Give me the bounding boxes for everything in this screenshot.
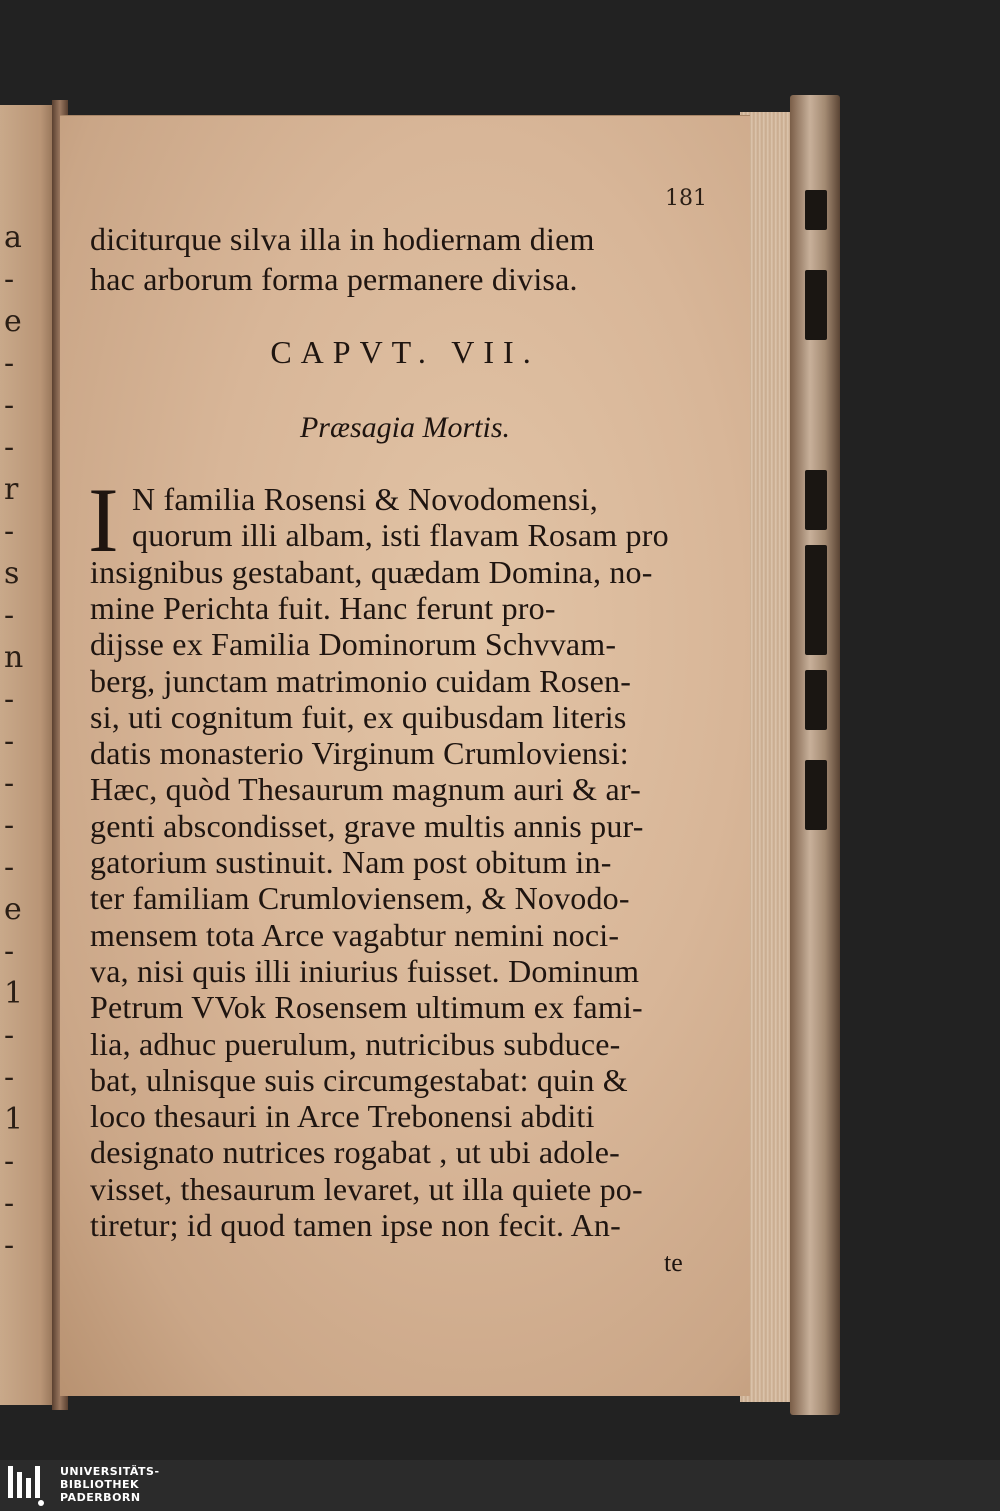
left-page-fragment: - <box>4 766 15 801</box>
book-page <box>60 115 750 1396</box>
left-page-fragment: - <box>4 346 15 381</box>
left-page-fragment: s <box>4 556 20 591</box>
text-line: tiretur; id quod tamen ipse non fecit. An- <box>90 1207 621 1243</box>
cover-mark <box>805 470 827 530</box>
text-line: bat, ulnisque suis circumgestabat: quin & <box>90 1061 628 1098</box>
text-line: N familia Rosensi & Novodomensi, <box>132 481 598 517</box>
text-line: Hæc, quòd Thesaurum magnum auri & ar- <box>90 771 641 808</box>
text-line: mine Perichta fuit. Hanc ferunt pro- <box>90 589 556 626</box>
left-page-fragment: - <box>4 514 15 549</box>
text-line: Petrum VVok Rosensem ultimum ex fami- <box>90 989 643 1026</box>
left-page-fragment: - <box>4 430 15 465</box>
left-page-fragment: - <box>4 850 15 885</box>
text-line: berg, junctam matrimonio cuidam Rosen- <box>90 662 632 699</box>
text-line: lia, adhuc puerulum, nutricibus subduce- <box>90 1025 621 1062</box>
text-line: si, uti cognitum fuit, ex quibusdam literis <box>90 698 627 735</box>
text-line: visset, thesaurum levaret, ut illa quiete po- <box>90 1170 643 1207</box>
chapter-heading: CAPVT. VII. <box>270 334 540 370</box>
library-footer <box>0 1460 1000 1511</box>
left-page-fragment: - <box>4 1060 15 1095</box>
library-logo-text <box>60 1465 160 1504</box>
logo-line: UNIVERSITÄTS- <box>60 1465 160 1478</box>
catchword: te <box>664 1248 683 1277</box>
text-line: dijsse ex Familia Dominorum Schvvam- <box>90 626 617 663</box>
library-logo-icon <box>8 1466 48 1506</box>
left-page-fragment: e <box>4 892 22 927</box>
left-page-fragment: - <box>4 682 15 717</box>
left-page-fragment: - <box>4 262 15 297</box>
left-page-fragment: a <box>4 220 22 255</box>
left-page-fragment: - <box>4 388 15 423</box>
text-line: quorum illi albam, isti flavam Rosam pro <box>132 517 669 554</box>
left-page-fragment: - <box>4 598 15 633</box>
cover-mark <box>805 270 827 340</box>
left-page-fragment: 1 <box>4 1102 24 1137</box>
text-line: diciturque silva illa in hodiernam diem <box>90 221 595 257</box>
logo-line: BIBLIOTHEK <box>60 1478 140 1491</box>
left-page-fragment: - <box>4 934 15 969</box>
drop-cap: I <box>88 469 119 571</box>
text-line: genti abscondisset, grave multis annis pur- <box>90 807 644 844</box>
left-page-fragment: - <box>4 1228 15 1263</box>
left-page-fragment: - <box>4 1018 15 1053</box>
logo-line: PADERBORN <box>60 1491 141 1504</box>
cover-mark <box>805 760 827 830</box>
left-page-fragment: 1 <box>4 976 24 1011</box>
left-page-fragment: r <box>4 472 19 507</box>
text-line: va, nisi quis illi iniurius fuisset. Dominum <box>90 952 640 989</box>
text-line: insignibus gestabant, quædam Domina, no- <box>90 553 653 590</box>
page-number: 181 <box>665 186 707 211</box>
text-line: gatorium sustinuit. Nam post obitum in- <box>90 844 612 880</box>
left-page-fragment: - <box>4 1144 15 1179</box>
left-page-fragment: n <box>4 640 24 675</box>
text-line: hac arborum forma permanere divisa. <box>90 261 578 297</box>
left-page-fragment: - <box>4 724 15 759</box>
chapter-subtitle: Præsagia Mortis. <box>299 411 511 444</box>
left-page-fragment: e <box>4 304 22 339</box>
text-line: mensem tota Arce vagabtur nemini noci- <box>90 916 620 953</box>
left-page-fragment: - <box>4 808 15 843</box>
text-line: datis monasterio Virginum Crumloviensi: <box>90 735 629 772</box>
cover-mark <box>805 545 827 655</box>
left-page-fragment: - <box>4 1186 15 1221</box>
cover-mark <box>805 670 827 730</box>
text-line: loco thesauri in Arce Trebonensi abditi <box>90 1098 595 1135</box>
cover-mark <box>805 190 827 230</box>
text-line: ter familiam Crumloviensem, & Novodo- <box>90 880 630 917</box>
text-line: designato nutrices rogabat , ut ubi adole- <box>90 1134 621 1171</box>
